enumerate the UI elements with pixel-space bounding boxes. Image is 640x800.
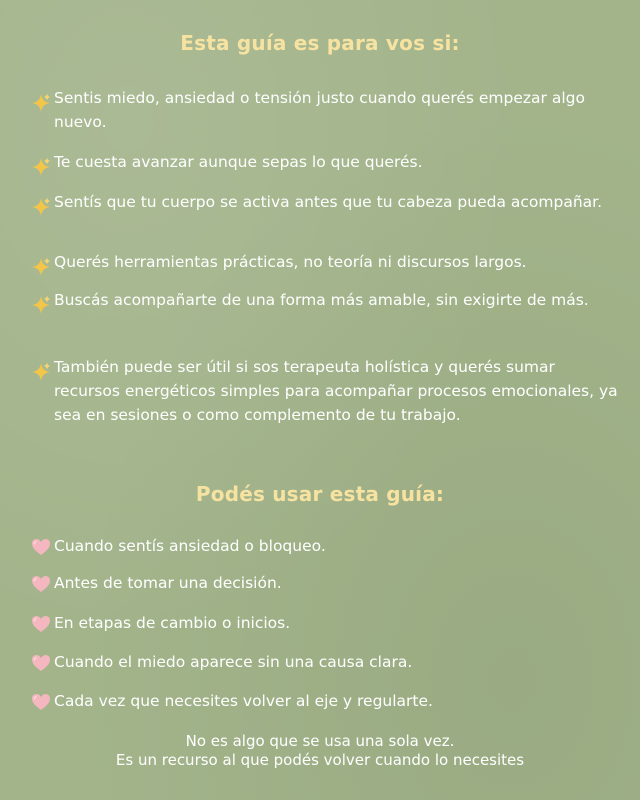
- footer-line-2: Es un recurso al que podés volver cuando lo necesites: [115, 751, 525, 769]
- sparkle-icon: [30, 361, 52, 383]
- list-item-text: Buscás acompañarte de una forma más amable, sin exigirte de más.: [54, 291, 589, 309]
- section-title-usar-guia: Podés usar esta guía:: [195, 482, 445, 506]
- heart-icon: [30, 573, 52, 595]
- list-item-text: También puede ser útil si sos terapeuta holística y querés sumar recursos energéticos simples para acompañar procesos emocionales, ya sea en sesiones o como complemento de tu trabajo.: [54, 358, 618, 424]
- sparkle-icon: [30, 156, 52, 178]
- list-item: [30, 572, 620, 595]
- footer-line-1: No es algo que se usa una sola vez.: [185, 732, 455, 750]
- list-item: [30, 690, 620, 713]
- list-item: [30, 150, 620, 178]
- list-item-text: Cada vez que necesites volver al eje y regularte.: [54, 692, 433, 710]
- sparkle-icon: [30, 92, 52, 114]
- list-item: [30, 250, 620, 278]
- list-item: [30, 355, 620, 427]
- list-item-text: En etapas de cambio o inicios.: [54, 614, 291, 632]
- list-item-text: Sentís que tu cuerpo se activa antes que tu cabeza pueda acompañar.: [54, 193, 603, 211]
- list-item: [30, 651, 620, 674]
- heart-icon: [30, 613, 52, 635]
- list-item: [30, 535, 620, 558]
- list-item: [30, 612, 620, 635]
- list-item: [30, 190, 620, 218]
- heart-icon: [30, 691, 52, 713]
- list-item-text: Cuando el miedo aparece sin una causa clara.: [54, 653, 413, 671]
- heart-icon: [30, 536, 52, 558]
- list-item-text: Sentis miedo, ansiedad o tensión justo cuando querés empezar algo nuevo.: [54, 89, 585, 131]
- list-item: [30, 288, 620, 316]
- sparkle-icon: [30, 256, 52, 278]
- list-item-text: Querés herramientas prácticas, no teoría ni discursos largos.: [54, 253, 527, 271]
- list-item-text: Te cuesta avanzar aunque sepas lo que querés.: [54, 153, 423, 171]
- list-item-text: Antes de tomar una decisión.: [54, 574, 282, 592]
- footer-note: [0, 732, 640, 770]
- sparkle-icon: [30, 196, 52, 218]
- heart-icon: [30, 652, 52, 674]
- list-item-text: Cuando sentís ansiedad o bloqueo.: [54, 537, 326, 555]
- section-title-para-vos: Esta guía es para vos si:: [180, 31, 460, 55]
- sparkle-icon: [30, 294, 52, 316]
- list-item: [30, 86, 620, 134]
